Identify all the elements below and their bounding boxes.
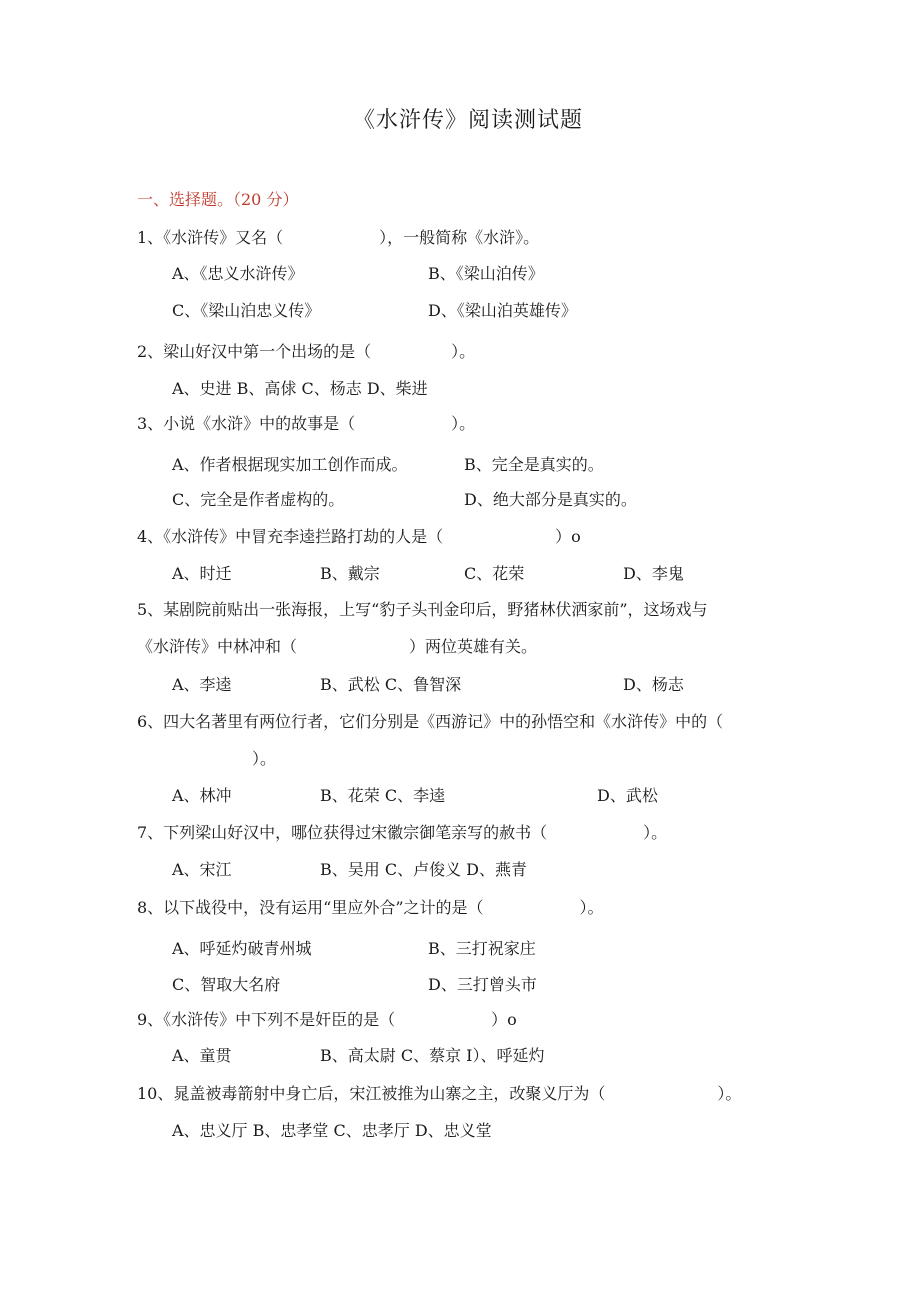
- option-3b: B、完全是真实的。: [464, 455, 604, 474]
- options-2: A、史进 B、高俅 C、杨志 D、柴进: [172, 379, 428, 398]
- question-4: 4、《水浒传》中冒充李逵拦路打劫的人是（ ）o: [137, 527, 581, 546]
- option-8d: D、三打曾头市: [428, 975, 537, 994]
- option-5bc: B、武松 C、鲁智深: [320, 675, 462, 694]
- question-5: 5、某剧院前贴出一张海报，上写“豹子头刊金印后，野猪林伏洒家前”，这场戏与: [137, 600, 708, 619]
- question-6: 6、四大名著里有两位行者，它们分别是《西游记》中的孙悟空和《水浒传》中的（: [137, 712, 724, 731]
- option-1d: D、《梁山泊英雄传》: [428, 301, 577, 320]
- page-title: 《水浒传》阅读测试题: [353, 108, 584, 133]
- option-3d: D、绝大部分是真实的。: [464, 490, 637, 509]
- question-7: 7、下列梁山好汉中，哪位获得过宋徽宗御笔亲写的赦书（ ）。: [137, 823, 668, 842]
- question-2: 2、梁山好汉中第一个出场的是（ ）。: [137, 342, 476, 361]
- question-6-continued: ）。: [252, 749, 277, 768]
- option-5a: A、李逵: [172, 675, 232, 694]
- option-6a: A、林冲: [172, 786, 232, 805]
- question-9: 9、《水浒传》中下列不是奸臣的是（ ）o: [137, 1010, 517, 1029]
- option-7bcd: B、吴用 C、卢俊义 D、燕青: [320, 860, 528, 879]
- option-4c: C、花荣: [464, 564, 525, 583]
- option-9a: A、童贯: [172, 1046, 232, 1065]
- section-heading: 一、选择题。（20 分）: [137, 190, 299, 209]
- option-4d: D、李鬼: [623, 564, 684, 583]
- option-1b: B、《梁山泊传》: [428, 264, 544, 283]
- option-8a: A、呼延灼破青州城: [172, 939, 312, 958]
- question-5-continued: 《水浒传》中林冲和（ ）两位英雄有关。: [137, 637, 538, 656]
- option-8b: B、三打祝家庄: [428, 939, 536, 958]
- option-9bcd: B、高太尉 C、蔡京 I）、呼延灼: [320, 1046, 545, 1065]
- question-3: 3、小说《水浒》中的故事是（ ）。: [137, 414, 476, 433]
- option-6bc: B、花荣 C、李逵: [320, 786, 446, 805]
- option-4a: A、时迁: [172, 564, 232, 583]
- option-1a: A、《忠义水浒传》: [172, 264, 304, 283]
- option-3c: C、完全是作者虚构的。: [172, 490, 345, 509]
- option-7a: A、宋江: [172, 860, 232, 879]
- option-1c: C、《梁山泊忠义传》: [172, 301, 321, 320]
- question-10: 10、晁盖被毒箭射中身亡后，宋江被推为山寨之主，改聚义厅为（ ）。: [137, 1084, 742, 1103]
- options-10: A、忠义厅 B、忠孝堂 C、忠孝厅 D、忠义堂: [172, 1121, 492, 1140]
- option-3a: A、作者根据现实加工创作而成。: [172, 455, 408, 474]
- question-1: 1、《水浒传》又名（ ），一般简称《水浒》。: [137, 228, 540, 247]
- option-4b: B、戴宗: [320, 564, 380, 583]
- question-8: 8、以下战役中，没有运用“里应外合”之计的是（ ）。: [137, 898, 604, 917]
- option-8c: C、智取大名府: [172, 975, 281, 994]
- option-5d: D、杨志: [623, 675, 684, 694]
- option-6d: D、武松: [597, 786, 658, 805]
